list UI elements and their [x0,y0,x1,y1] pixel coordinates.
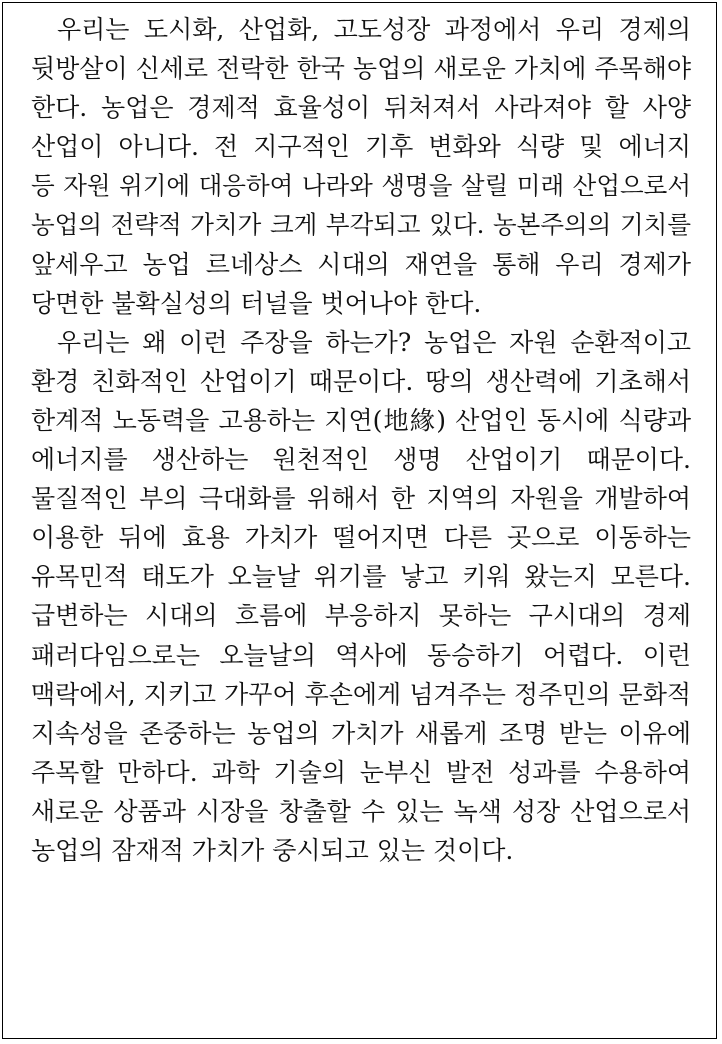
text-line: 뒷방살이 신세로 전락한 한국 농업의 새로운 가치에 주목해야 [31,54,691,84]
text-line: 산업이 아니다. 전 지구적인 기후 변화와 식량 및 에너지 [31,132,691,162]
text-line: 농업의 잠재적 가치가 중시되고 있는 것이다. [31,835,514,865]
text-line: 한계적 노동력을 고용하는 지연(地緣) 산업인 동시에 식량과 [31,405,691,435]
text-line: 에너지를 생산하는 원천적인 생명 산업이기 때문이다. [31,445,691,475]
text-line: 맥락에서, 지키고 가꾸어 후손에게 넘겨주는 정주민의 문화적 [31,679,691,709]
paragraph-2 [31,323,691,870]
text-line: 한다. 농업은 경제적 효율성이 뒤처져서 사라져야 할 사양 [31,93,691,123]
document-body [31,10,691,870]
text-line: 환경 친화적인 산업이기 때문이다. 땅의 생산력에 기초해서 [31,366,691,396]
text-line: 유목민적 태도가 오늘날 위기를 낳고 키워 왔는지 모른다. [31,562,691,592]
text-line: 우리는 왜 이런 주장을 하는가? 농업은 자원 순환적이고 [57,327,691,357]
text-line: 농업의 전략적 가치가 크게 부각되고 있다. 농본주의의 기치를 [31,210,691,240]
paragraph-1 [31,10,691,323]
text-line: 물질적인 부의 극대화를 위해서 한 지역의 자원을 개발하여 [31,484,691,514]
text-line: 우리는 도시화, 산업화, 고도성장 과정에서 우리 경제의 [57,15,691,44]
text-line: 앞세우고 농업 르네상스 시대의 재연을 통해 우리 경제가 [31,249,691,279]
text-line: 이용한 뒤에 효용 가치가 떨어지면 다른 곳으로 이동하는 [31,523,691,553]
text-line: 패러다임으로는 오늘날의 역사에 동승하기 어렵다. 이런 [31,640,691,670]
text-line: 당면한 불확실성의 터널을 벗어나야 한다. [31,288,482,318]
text-line: 지속성을 존중하는 농업의 가치가 새롭게 조명 받는 이유에 [31,718,691,748]
text-line: 등 자원 위기에 대응하여 나라와 생명을 살릴 미래 산업으로서 [31,171,691,201]
text-line: 주목할 만하다. 과학 기술의 눈부신 발전 성과를 수용하여 [31,757,691,787]
text-line: 새로운 상품과 시장을 창출할 수 있는 녹색 성장 산업으로서 [31,796,691,826]
text-line: 급변하는 시대의 흐름에 부응하지 못하는 구시대의 경제 [31,601,691,631]
